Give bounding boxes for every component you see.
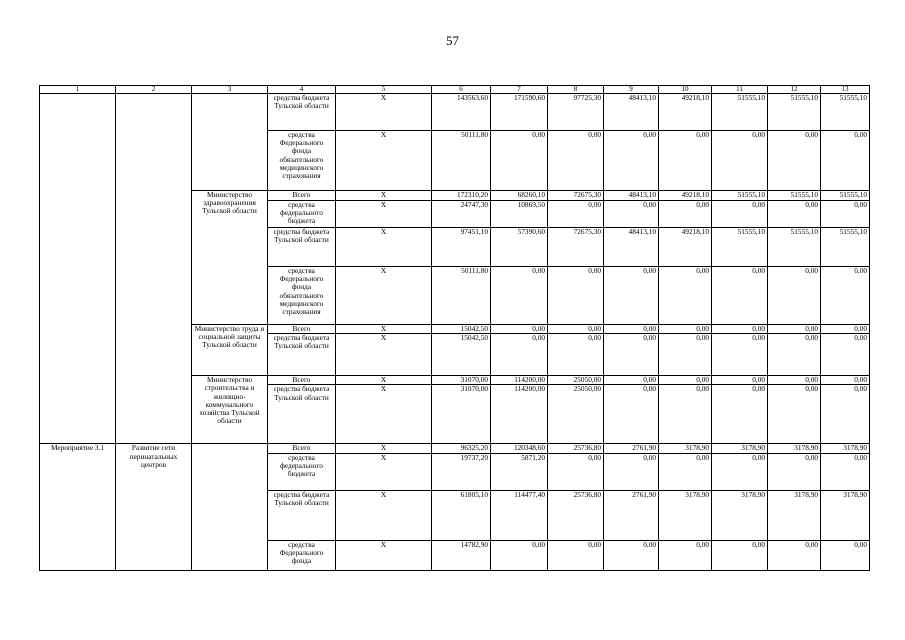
amount-cell: 19737,20 — [432, 453, 491, 490]
amount-cell: 0,00 — [659, 540, 712, 570]
amount-cell: 0,00 — [548, 267, 604, 325]
column-number: 6 — [432, 86, 491, 94]
funding-source-cell: Всего — [268, 444, 336, 453]
amount-cell: 0,00 — [548, 131, 604, 191]
amount-cell: 0,00 — [768, 201, 821, 228]
table-row — [40, 131, 870, 191]
amount-cell: 3178,90 — [821, 444, 870, 453]
amount-cell: 3178,90 — [768, 444, 821, 453]
amount-cell: 120348,60 — [491, 444, 548, 453]
name-cell — [116, 267, 192, 325]
amount-cell: 0,00 — [659, 201, 712, 228]
amount-cell: 0,00 — [604, 325, 659, 334]
amount-cell: 15042,50 — [432, 334, 491, 376]
name-cell — [116, 376, 192, 385]
funding-source-cell: Всего — [268, 191, 336, 201]
amount-cell: 57390,60 — [491, 228, 548, 267]
amount-cell: 0,00 — [712, 334, 768, 376]
amount-cell: 0,00 — [768, 325, 821, 334]
column-number: 1 — [40, 86, 116, 94]
name-cell — [116, 334, 192, 376]
funding-source-cell: Всего — [268, 376, 336, 385]
amount-cell: 172310,20 — [432, 191, 491, 201]
funding-source-cell: средства Федерального фонда — [268, 540, 336, 570]
funding-source-cell: средства бюджета Тульской области — [268, 94, 336, 131]
amount-cell: 0,00 — [491, 540, 548, 570]
amount-cell: 0,00 — [821, 540, 870, 570]
amount-cell: 0,00 — [604, 131, 659, 191]
table-row — [40, 444, 870, 453]
mark-cell: X — [336, 131, 432, 191]
amount-cell: 96325,20 — [432, 444, 491, 453]
amount-cell: 51555,10 — [821, 228, 870, 267]
amount-cell: 0,00 — [712, 376, 768, 385]
amount-cell: 0,00 — [768, 334, 821, 376]
page-number: 57 — [446, 33, 459, 48]
amount-cell: 5871,20 — [491, 453, 548, 490]
amount-cell: 51555,10 — [768, 191, 821, 201]
amount-cell: 0,00 — [604, 540, 659, 570]
amount-cell: 3178,90 — [768, 490, 821, 540]
amount-cell: 0,00 — [548, 201, 604, 228]
amount-cell: 0,00 — [659, 334, 712, 376]
measure-cell — [40, 191, 116, 201]
amount-cell: 0,00 — [491, 325, 548, 334]
mark-cell: X — [336, 444, 432, 453]
amount-cell: 31070,00 — [432, 376, 491, 385]
amount-cell: 50111,80 — [432, 131, 491, 191]
amount-cell: 3178,90 — [712, 444, 768, 453]
amount-cell: 0,00 — [821, 325, 870, 334]
amount-cell: 0,00 — [548, 540, 604, 570]
amount-cell: 143563,60 — [432, 94, 491, 131]
amount-cell: 97451,10 — [432, 228, 491, 267]
amount-cell: 0,00 — [491, 334, 548, 376]
mark-cell: X — [336, 453, 432, 490]
amount-cell: 0,00 — [821, 385, 870, 444]
funding-source-cell: средства бюджета Тульской области — [268, 334, 336, 376]
amount-cell: 0,00 — [604, 334, 659, 376]
amount-cell: 72675,30 — [548, 228, 604, 267]
column-number: 12 — [768, 86, 821, 94]
amount-cell: 0,00 — [659, 267, 712, 325]
amount-cell: 0,00 — [548, 325, 604, 334]
funding-source-cell: средства Федерального фонда обязательного медицинского страхования — [268, 131, 336, 191]
executor-cell — [192, 131, 268, 191]
amount-cell: 0,00 — [604, 385, 659, 444]
mark-cell: X — [336, 334, 432, 376]
amount-cell: 72675,30 — [548, 191, 604, 201]
column-number: 4 — [268, 86, 336, 94]
funding-source-cell: средства бюджета Тульской области — [268, 385, 336, 444]
name-cell — [116, 191, 192, 201]
table-row — [40, 94, 870, 131]
executor-cell: Министерство здравоохранения Тульской области — [192, 191, 268, 325]
executor-cell — [192, 94, 268, 131]
amount-cell: 0,00 — [821, 376, 870, 385]
amount-cell: 51555,10 — [712, 228, 768, 267]
amount-cell: 0,00 — [712, 267, 768, 325]
header-row — [40, 86, 870, 94]
amount-cell: 0,00 — [604, 201, 659, 228]
amount-cell: 0,00 — [712, 385, 768, 444]
column-number: 5 — [336, 86, 432, 94]
column-number: 7 — [491, 86, 548, 94]
amount-cell: 25050,00 — [548, 376, 604, 385]
amount-cell: 24747,30 — [432, 201, 491, 228]
amount-cell: 114477,40 — [491, 490, 548, 540]
amount-cell: 25050,00 — [548, 385, 604, 444]
amount-cell: 97725,30 — [548, 94, 604, 131]
mark-cell: X — [336, 94, 432, 131]
amount-cell: 0,00 — [659, 385, 712, 444]
funding-source-cell: Всего — [268, 325, 336, 334]
amount-cell: 14782,90 — [432, 540, 491, 570]
amount-cell: 68260,10 — [491, 191, 548, 201]
mark-cell: X — [336, 376, 432, 385]
measure-cell — [40, 334, 116, 376]
amount-cell: 3178,90 — [712, 490, 768, 540]
measure-cell — [40, 201, 116, 228]
column-number: 10 — [659, 86, 712, 94]
amount-cell: 0,00 — [712, 325, 768, 334]
amount-cell: 51555,10 — [768, 228, 821, 267]
mark-cell: X — [336, 191, 432, 201]
amount-cell: 0,00 — [604, 267, 659, 325]
amount-cell: 0,00 — [604, 376, 659, 385]
table-row — [40, 201, 870, 228]
funding-source-cell: средства бюджета Тульской области — [268, 490, 336, 540]
amount-cell: 25736,80 — [548, 490, 604, 540]
column-number: 11 — [712, 86, 768, 94]
column-number: 9 — [604, 86, 659, 94]
amount-cell: 0,00 — [768, 267, 821, 325]
amount-cell: 0,00 — [821, 334, 870, 376]
amount-cell: 0,00 — [491, 267, 548, 325]
executor-cell — [192, 444, 268, 570]
mark-cell: X — [336, 267, 432, 325]
table-row — [40, 334, 870, 376]
executor-cell: Министерство строительства и жилищно-коммунального хозяйства Тульской области — [192, 376, 268, 444]
amount-cell: 0,00 — [491, 131, 548, 191]
funding-source-cell: средства федерального бюджета — [268, 453, 336, 490]
amount-cell: 31070,00 — [432, 385, 491, 444]
mark-cell: X — [336, 325, 432, 334]
name-cell — [116, 94, 192, 131]
table-row — [40, 191, 870, 201]
amount-cell: 2761,90 — [604, 490, 659, 540]
name-cell — [116, 325, 192, 334]
amount-cell: 2761,90 — [604, 444, 659, 453]
column-number: 8 — [548, 86, 604, 94]
amount-cell: 3178,90 — [821, 490, 870, 540]
funding-source-cell: средства бюджета Тульской области — [268, 228, 336, 267]
mark-cell: X — [336, 540, 432, 570]
amount-cell: 51555,10 — [712, 191, 768, 201]
amount-cell: 49218,10 — [659, 94, 712, 131]
table-row — [40, 376, 870, 385]
amount-cell: 0,00 — [659, 325, 712, 334]
amount-cell: 0,00 — [768, 453, 821, 490]
measure-cell: Мероприятие 3.1 — [40, 444, 116, 570]
amount-cell: 0,00 — [821, 131, 870, 191]
name-cell — [116, 228, 192, 267]
table-row — [40, 385, 870, 444]
measure-cell — [40, 385, 116, 444]
amount-cell: 0,00 — [548, 453, 604, 490]
mark-cell: X — [336, 201, 432, 228]
amount-cell: 51555,10 — [768, 94, 821, 131]
amount-cell: 0,00 — [821, 267, 870, 325]
amount-cell: 48413,10 — [604, 94, 659, 131]
measure-cell — [40, 325, 116, 334]
amount-cell: 0,00 — [659, 376, 712, 385]
amount-cell: 0,00 — [659, 131, 712, 191]
measure-cell — [40, 228, 116, 267]
amount-cell: 0,00 — [712, 201, 768, 228]
amount-cell: 25736,80 — [548, 444, 604, 453]
amount-cell: 0,00 — [659, 453, 712, 490]
amount-cell: 51555,10 — [712, 94, 768, 131]
amount-cell: 171590,60 — [491, 94, 548, 131]
name-cell — [116, 385, 192, 444]
amount-cell: 48413,10 — [604, 228, 659, 267]
amount-cell: 10869,50 — [491, 201, 548, 228]
amount-cell: 0,00 — [821, 201, 870, 228]
column-number: 2 — [116, 86, 192, 94]
column-number: 3 — [192, 86, 268, 94]
amount-cell: 48413,10 — [604, 191, 659, 201]
amount-cell: 49218,10 — [659, 228, 712, 267]
measure-cell — [40, 267, 116, 325]
name-cell — [116, 131, 192, 191]
budget-table — [39, 85, 870, 571]
amount-cell: 61805,10 — [432, 490, 491, 540]
amount-cell: 0,00 — [548, 334, 604, 376]
amount-cell: 0,00 — [768, 540, 821, 570]
amount-cell: 0,00 — [712, 131, 768, 191]
amount-cell: 0,00 — [768, 131, 821, 191]
funding-source-cell: средства Федерального фонда обязательного медицинского страхования — [268, 267, 336, 325]
amount-cell: 50111,80 — [432, 267, 491, 325]
table-row — [40, 228, 870, 267]
amount-cell: 49218,10 — [659, 191, 712, 201]
executor-cell: Министерство труда и социальной защиты Тульской области — [192, 325, 268, 376]
amount-cell: 0,00 — [768, 376, 821, 385]
table-row — [40, 325, 870, 334]
amount-cell: 0,00 — [712, 453, 768, 490]
column-number: 13 — [821, 86, 870, 94]
name-cell: Развитие сети перинатальных центров — [116, 444, 192, 570]
mark-cell: X — [336, 385, 432, 444]
amount-cell: 3178,90 — [659, 444, 712, 453]
amount-cell: 15042,50 — [432, 325, 491, 334]
amount-cell: 51555,10 — [821, 94, 870, 131]
mark-cell: X — [336, 490, 432, 540]
amount-cell: 0,00 — [821, 453, 870, 490]
mark-cell: X — [336, 228, 432, 267]
amount-cell: 3178,90 — [659, 490, 712, 540]
amount-cell: 114200,00 — [491, 376, 548, 385]
amount-cell: 51555,10 — [821, 191, 870, 201]
amount-cell: 0,00 — [604, 453, 659, 490]
amount-cell: 0,00 — [712, 540, 768, 570]
measure-cell — [40, 94, 116, 131]
name-cell — [116, 201, 192, 228]
measure-cell — [40, 376, 116, 385]
amount-cell: 0,00 — [768, 385, 821, 444]
measure-cell — [40, 131, 116, 191]
funding-source-cell: средства федерального бюджета — [268, 201, 336, 228]
table-row — [40, 267, 870, 325]
amount-cell: 114200,00 — [491, 385, 548, 444]
